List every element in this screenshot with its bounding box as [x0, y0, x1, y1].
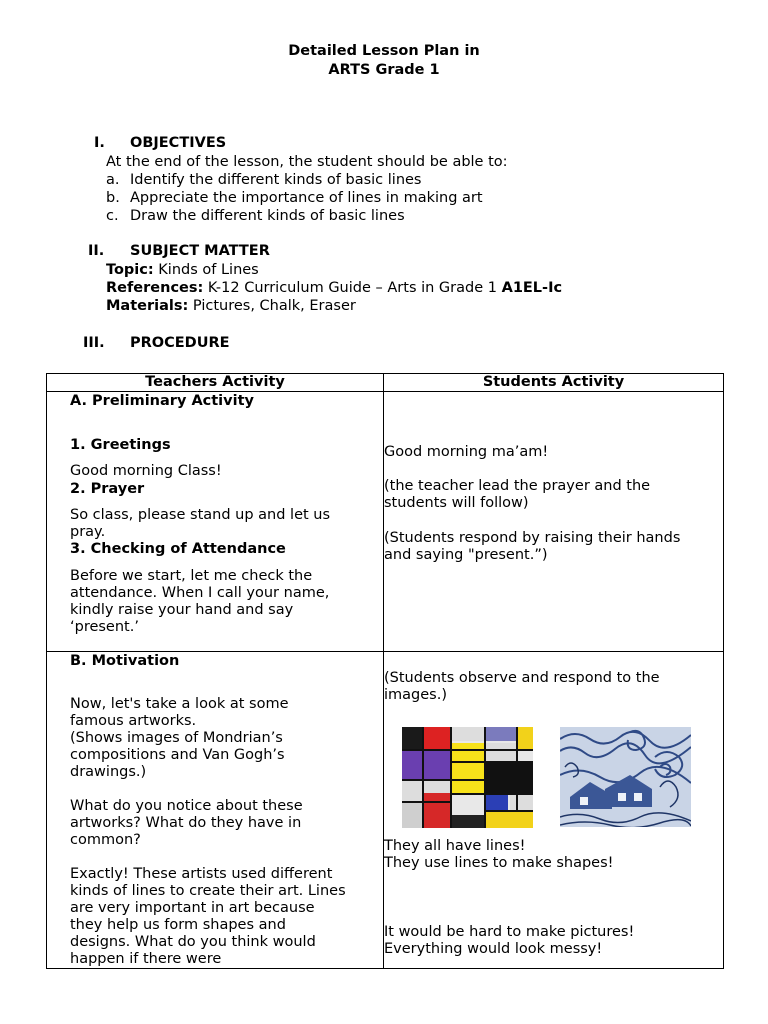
- student-reply-3: It would be hard to make pictures!: [384, 924, 635, 940]
- topic-line: [106, 262, 259, 279]
- table-row: [47, 652, 724, 969]
- prayer-reply: (the teacher lead the prayer and the students will follow): [384, 478, 651, 511]
- objective-marker-a: a.: [106, 172, 120, 188]
- observe-text: (Students observe and respond to the images.): [384, 670, 660, 703]
- mondrian-painting-image: [402, 727, 533, 828]
- objective-item-a: Identify the different kinds of basic lines: [130, 172, 422, 188]
- motivation-heading: B. Motivation: [70, 653, 180, 669]
- preliminary-activity-heading: A. Preliminary Activity: [70, 393, 254, 409]
- objective-marker-b: b.: [106, 190, 120, 206]
- student-reply-1: They all have lines!: [384, 838, 526, 854]
- materials-label: Materials:: [106, 298, 189, 314]
- prayer-text: So class, please stand up and let us pray.: [70, 507, 331, 540]
- table-header-row: [47, 374, 724, 392]
- greetings-text: Good morning Class!: [70, 463, 222, 479]
- attendance-text: Before we start, let me check the attendance. When I call your name, kindly raise your hand and say ‘present.’: [70, 568, 330, 635]
- van-gogh-drawing-image: [560, 727, 691, 827]
- objectives-numeral: I.: [94, 135, 105, 151]
- procedure-numeral: III.: [83, 335, 105, 351]
- greetings-heading: 1. Greetings: [70, 437, 171, 453]
- objectives-heading: OBJECTIVES: [130, 135, 227, 151]
- references-label: References:: [106, 280, 204, 296]
- motivation-intro: Now, let's take a look at some famous artworks.: [70, 696, 289, 729]
- table-row: [47, 392, 724, 652]
- references-code: A1EL-Ic: [501, 280, 563, 296]
- prayer-heading: 2. Prayer: [70, 481, 145, 497]
- attendance-heading: 3. Checking of Attendance: [70, 541, 286, 557]
- motivation-explanation: Exactly! These artists used different kinds of lines to create their art. Lines are very important in art because they help us form shapes and designs. What do you think would happen if there were: [70, 866, 346, 967]
- students-activity-header: Students Activity: [384, 374, 724, 392]
- student-reply-2: They use lines to make shapes!: [384, 855, 614, 871]
- references-value: K-12 Curriculum Guide – Arts in Grade 1: [207, 280, 497, 296]
- materials-line: [106, 298, 356, 315]
- title-line-1: Detailed Lesson Plan in: [288, 43, 480, 59]
- teacher-cell-preliminary: [47, 392, 384, 652]
- subject-matter-numeral: II.: [88, 243, 105, 259]
- lesson-procedure-table: [46, 373, 724, 969]
- references-line: [106, 280, 562, 297]
- objectives-intro: At the end of the lesson, the student should be able to:: [106, 154, 508, 170]
- teachers-activity-header: Teachers Activity: [47, 374, 384, 392]
- topic-value: Kinds of Lines: [158, 262, 259, 278]
- title-line-2: ARTS Grade 1: [328, 62, 440, 78]
- motivation-question: What do you notice about these artworks? What do they have in common?: [70, 798, 303, 848]
- objective-item-c: Draw the different kinds of basic lines: [130, 208, 405, 224]
- subject-matter-heading: SUBJECT MATTER: [130, 243, 270, 259]
- student-cell-motivation: [384, 652, 724, 969]
- greeting-reply: Good morning ma’am!: [384, 444, 549, 460]
- procedure-heading: PROCEDURE: [130, 335, 230, 351]
- objective-item-b: Appreciate the importance of lines in making art: [130, 190, 483, 206]
- student-cell-preliminary: [384, 392, 724, 652]
- student-reply-4: Everything would look messy!: [384, 941, 603, 957]
- motivation-shows: (Shows images of Mondrian’s compositions and Van Gogh’s drawings.): [70, 730, 285, 780]
- objective-marker-c: c.: [106, 208, 119, 224]
- teacher-cell-motivation: [47, 652, 384, 969]
- attendance-reply: (Students respond by raising their hands and saying "present.”): [384, 530, 681, 563]
- topic-label: Topic:: [106, 262, 154, 278]
- materials-value: Pictures, Chalk, Eraser: [192, 298, 356, 314]
